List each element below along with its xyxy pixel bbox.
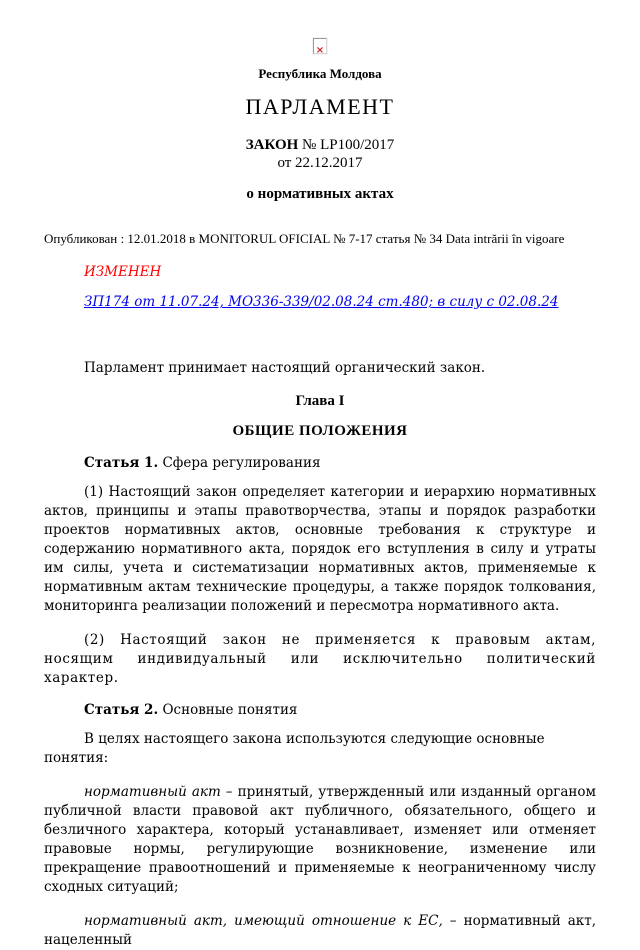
law-number-line xyxy=(44,136,596,154)
chapter-heading: Глава I xyxy=(295,393,345,409)
amendment-link[interactable]: ЗП174 от 11.07.24, МО336-339/02.08.24 ст.480; в силу с 02.08.24 xyxy=(84,294,559,310)
broken-image-icon xyxy=(313,38,327,54)
term-normative-act-definition: – принятый, утвержденный или изданный органом публичной власти правовой акт публичного, обязательного, общего и безличного характера, который устанавливает, изменяет или отменяет правовые нормы, регулирующие возникновение, изменение или прекращение правоотношений и применяемые к неограниченному числу сходных ситуаций; xyxy=(44,784,596,895)
article-1-title: Сфера регулирования xyxy=(162,455,321,471)
country-name: Республика Молдова xyxy=(258,66,382,81)
term-eu-act-definition: – нормативный акт, нацеленный xyxy=(44,913,596,948)
article-1-paragraph-2: (2) Настоящий закон не применяется к правовым актам, носящим индивидуальный или исключительно политический характер. xyxy=(44,632,596,686)
institution-title: ПАРЛАМЕНТ xyxy=(245,94,395,119)
published-line: Опубликован : 12.01.2018 в MONITORUL OFICIAL № 7-17 статья № 34 Data intrării în vigoare xyxy=(44,231,565,246)
article-2-title: Основные понятия xyxy=(162,702,298,718)
law-title: о нормативных актах xyxy=(246,186,394,202)
article-1-paragraph-1: (1) Настоящий закон определяет категории и иерархию нормативных актов, принципы и этапы правотворчества, этапы и порядок разработки проектов нормативных актов, основные требования к структуре и содержанию нормативного акта, порядок его вступления в силу и утраты им силы, учета и систематизации нормативных актов, применяемые к нормативным актам технические процедуры, а также порядок толкования, мониторинга реализации положений и пересмотра нормативного акта. xyxy=(44,484,596,614)
term-eu-act xyxy=(44,912,596,950)
term-normative-act-term: нормативный акт xyxy=(84,784,221,800)
law-number: № LP100/2017 xyxy=(302,137,395,153)
term-eu-act-term: нормативный акт, имеющий отношение к ЕС, xyxy=(84,913,443,929)
law-date: от 22.12.2017 xyxy=(277,155,363,171)
broken-image-x-glyph: × xyxy=(315,45,325,56)
header-image-row xyxy=(44,38,596,55)
article-1-heading xyxy=(44,454,596,473)
term-normative-act xyxy=(44,783,596,897)
chapter-title: ОБЩИЕ ПОЛОЖЕНИЯ xyxy=(232,423,408,439)
article-2-label: Статья 2. xyxy=(84,702,159,718)
intro-paragraph: Парламент принимает настоящий органический закон. xyxy=(84,360,486,376)
amendment-line xyxy=(44,294,596,311)
amended-label: ИЗМЕНЕН xyxy=(84,264,162,280)
article-2-heading xyxy=(44,701,596,720)
article-2-intro: В целях настоящего закона используются следующие основные понятия: xyxy=(44,731,545,766)
law-label: ЗАКОН xyxy=(245,137,299,153)
article-1-label: Статья 1. xyxy=(84,455,159,471)
